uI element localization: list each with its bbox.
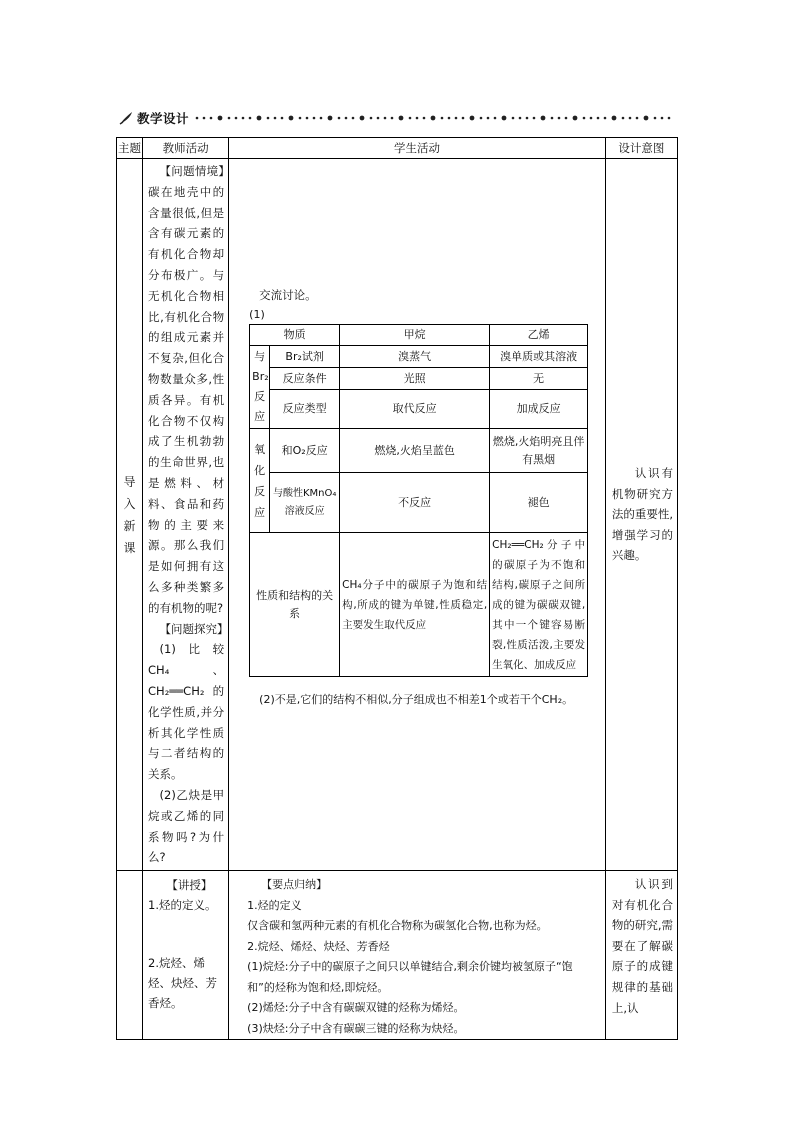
student-alkyne: (3)炔烃:分子中含有碳碳三键的烃称为炔烃。 — [247, 1021, 465, 1035]
student-intro — [229, 159, 606, 871]
row-label: Br₂试剂 — [270, 346, 340, 368]
relation-label: 性质和结构的关系 — [250, 533, 340, 677]
teacher-intro-text — [143, 159, 228, 870]
student-discussion: 交流讨论。 — [259, 288, 317, 302]
student-point-1-title: 1.烃的定义 — [247, 898, 302, 912]
col-header-methane: 甲烷 — [340, 325, 490, 346]
row-label: 和O₂反应 — [270, 429, 340, 473]
teacher-lecture — [143, 871, 229, 1040]
relation-methane: CH₄分子中的碳原子为饱和结构,所成的键为单键,性质稳定,主要发生取代反应 — [340, 533, 490, 677]
header-row — [117, 138, 678, 159]
topic-intro-text: 导入新课 — [123, 474, 136, 555]
col-header-substance: 物质 — [250, 325, 340, 346]
row-label: 反应类型 — [270, 390, 340, 429]
section-header — [118, 108, 678, 128]
methane-cell: 不反应 — [340, 473, 490, 533]
student-point-2-title: 2.烷烃、烯烃、炔烃、芳香烃 — [247, 939, 390, 953]
intent-lecture — [605, 871, 677, 1040]
topic-intro — [117, 159, 143, 871]
header-intent: 设计意图 — [605, 138, 677, 159]
student-key-points-title: 【要点归纳】 — [261, 878, 328, 892]
pen-icon — [118, 110, 134, 126]
section-title: 教学设计 — [137, 111, 190, 126]
methane-cell: 取代反应 — [340, 390, 490, 429]
student-lecture — [229, 871, 606, 1040]
student-q2-answer: (2)不是,它们的结构不相似,分子组成也不相差1个或若干个CH₂。 — [259, 693, 574, 706]
ethene-cell: 溴单质或其溶液 — [490, 346, 588, 368]
row-lecture — [117, 871, 678, 1040]
teacher-intro — [143, 159, 229, 871]
lesson-design-table — [116, 137, 678, 1040]
group-oxidation-label: 氧化反应 — [250, 429, 270, 533]
relation-ethene: CH₂══CH₂分子中的碳原子为不饱和结构,碳原子之间所成的键为碳碳双键,其中一个键容易断裂,性质活泼,主要发生氧化、加成反应 — [490, 533, 588, 677]
comparison-table — [249, 324, 588, 677]
intent-intro-text: 认识有机物研究方法的重要性,增强学习的兴趣。 — [611, 466, 673, 563]
teacher-explore-title: 【问题探究】 — [159, 621, 229, 636]
teacher-lecture-item-1: 1.烃的定义。 — [148, 898, 217, 913]
row-label: 与酸性KMnO₄溶液反应 — [270, 473, 340, 533]
header-topic: 主题 — [117, 138, 143, 159]
student-alkene: (2)烯烃:分子中含有碳碳双键的烃称为烯烃。 — [247, 1001, 465, 1015]
teacher-lecture-item-2: 2.烷烃、烯烃、炔烃、芳香烃。 — [148, 956, 218, 1011]
group-br2-label: 与Br₂反应 — [250, 346, 270, 429]
row-intro — [117, 159, 678, 871]
student-alkane: (1)烷烃:分子中的碳原子之间只以单键结合,剩余价键均被氢原子“饱和”的烃称为饱和烃,即烷烃。 — [247, 960, 573, 994]
topic-lecture — [117, 871, 143, 1040]
teacher-situation: 【问题情境】碳在地壳中的含量很低,但是含有碳元素的有机化合物却分布极广。与无机化合物相比,有机化合物的组成元素并不复杂,但化合物数量众多,性质各异。有机化合物不仅构成了生机勃勃的生命世界,也是燃料、材料、食品和药物的主要来源。那么我们是如何拥有这么多种类繁多的有机物的呢? — [148, 164, 225, 615]
row-label: 反应条件 — [270, 368, 340, 390]
ethene-cell: 褪色 — [490, 473, 588, 533]
col-header-ethene: 乙烯 — [490, 325, 588, 346]
student-q1-label: (1) — [249, 308, 265, 321]
header-student: 学生活动 — [229, 138, 606, 159]
teacher-lecture-title: 【讲授】 — [166, 878, 213, 893]
ethene-cell: 无 — [490, 368, 588, 390]
intent-lecture-text: 认识到对有机化合物的研究,需要在了解碳原子的成键规律的基础上,认 — [611, 877, 673, 1015]
teacher-question-2: (2)乙炔是甲烷或乙烯的同系物吗?为什么? — [148, 787, 225, 865]
intent-intro — [605, 159, 677, 871]
methane-cell: 溴蒸气 — [340, 346, 490, 368]
decorative-dot-line — [193, 114, 678, 122]
header-teacher: 教师活动 — [143, 138, 229, 159]
methane-cell: 燃烧,火焰呈蓝色 — [340, 429, 490, 473]
ethene-cell: 燃烧,火焰明亮且伴有黑烟 — [490, 429, 588, 473]
ethene-cell: 加成反应 — [490, 390, 588, 429]
student-point-1-text: 仅含碳和氢两种元素的有机化合物称为碳氢化合物,也称为烃。 — [247, 919, 548, 933]
teacher-question-1: (1)比较CH₄、CH₂══CH₂的化学性质,并分析其化学性质与二者结构的关系。 — [148, 642, 225, 782]
methane-cell: 光照 — [340, 368, 490, 390]
